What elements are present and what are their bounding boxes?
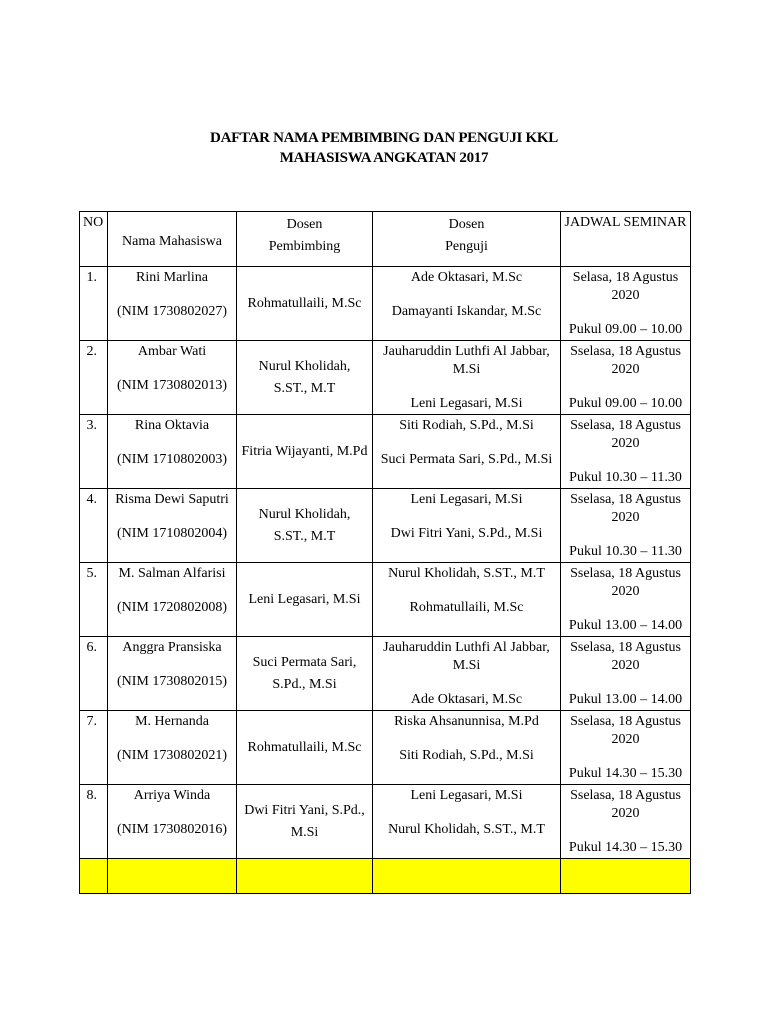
highlighted-empty-cell: [373, 859, 561, 894]
examiner-2: Nurul Kholidah, S.ST., M.T: [388, 822, 545, 837]
header-dosen-pembimbing: [237, 212, 373, 267]
examiner-1: Leni Legasari, M.Si: [410, 788, 523, 803]
schedule-cell: [561, 563, 691, 637]
schedule-time: Pukul 10.30 – 11.30: [569, 544, 682, 559]
student-name: M. Hernanda: [135, 714, 209, 729]
schedule-day: Sselasa, 18 Agustus 2020: [570, 492, 681, 525]
highlighted-empty-row: [80, 859, 691, 894]
row-number: 3.: [80, 415, 108, 489]
student-cell: [108, 563, 237, 637]
student-name: Risma Dewi Saputri: [115, 492, 229, 507]
document-subtitle: MAHASISWA ANGKATAN 2017: [279, 150, 489, 166]
table-row: [80, 563, 691, 637]
schedule-cell: [561, 489, 691, 563]
student-cell: [108, 711, 237, 785]
examiner-2: Rohmatullaili, M.Sc: [409, 600, 524, 615]
table-row: [80, 341, 691, 415]
supervisor-name: Leni Legasari, M.Si: [237, 563, 373, 637]
student-nim: (NIM 1720802008): [116, 600, 228, 615]
examiner-cell: [373, 785, 561, 859]
student-cell: [108, 785, 237, 859]
student-nim: (NIM 1730802013): [116, 378, 228, 393]
table-row: [80, 489, 691, 563]
schedule-time: Pukul 10.30 – 11.30: [569, 470, 682, 485]
examiner-1: Nurul Kholidah, S.ST., M.T: [388, 566, 545, 581]
student-name: Ambar Wati: [137, 344, 207, 359]
row-number: 4.: [80, 489, 108, 563]
student-cell: [108, 415, 237, 489]
supervisor-name: Suci Permata Sari, S.Pd., M.Si: [237, 637, 373, 711]
schedule-time: Pukul 09.00 – 10.00: [568, 396, 683, 411]
schedule-time: Pukul 14.30 – 15.30: [568, 840, 683, 855]
table-row: [80, 267, 691, 341]
header-penguji-line2: Penguji: [445, 239, 488, 254]
supervisor-name: Nurul Kholidah, S.ST., M.T: [237, 341, 373, 415]
table-body: [80, 267, 691, 894]
supervisor-name: Rohmatullaili, M.Sc: [237, 711, 373, 785]
header-pembimbing-line2: Pembimbing: [268, 239, 341, 254]
schedule-cell: [561, 415, 691, 489]
document-title: DAFTAR NAMA PEMBIMBING DAN PENGUJI KKL: [210, 130, 558, 146]
examiner-1: Jauharuddin Luthfi Al Jabbar, M.Si: [383, 344, 550, 377]
table-header-row: [80, 212, 691, 267]
header-dosen-penguji: [373, 212, 561, 267]
table-row: [80, 637, 691, 711]
table-row: [80, 711, 691, 785]
examiner-2: Siti Rodiah, S.Pd., M.Si: [399, 748, 534, 763]
schedule-day: Sselasa, 18 Agustus 2020: [570, 788, 681, 821]
student-nim: (NIM 1710802004): [116, 526, 228, 541]
supervisor-name: Fitria Wijayanti, M.Pd: [237, 415, 373, 489]
supervisor-name: Rohmatullaili, M.Sc: [237, 267, 373, 341]
header-pembimbing-line1: Dosen: [286, 217, 323, 232]
row-number: 6.: [80, 637, 108, 711]
highlighted-empty-cell: [561, 859, 691, 894]
examiner-cell: [373, 415, 561, 489]
student-cell: [108, 637, 237, 711]
examiner-2: Ade Oktasari, M.Sc: [410, 692, 523, 707]
student-name: Rini Marlina: [136, 270, 208, 285]
schedule-day: Sselasa, 18 Agustus 2020: [570, 344, 681, 377]
student-nim: (NIM 1730802016): [116, 822, 228, 837]
schedule-time: Pukul 13.00 – 14.00: [568, 618, 683, 633]
examiner-2: Dwi Fitri Yani, S.Pd., M.Si: [390, 526, 543, 541]
schedule-cell: [561, 267, 691, 341]
header-penguji-line1: Dosen: [448, 217, 485, 232]
table-row: [80, 785, 691, 859]
schedule-time: Pukul 09.00 – 10.00: [568, 322, 683, 337]
examiner-cell: [373, 489, 561, 563]
supervisor-name: Nurul Kholidah, S.ST., M.T: [237, 489, 373, 563]
row-number: 1.: [80, 267, 108, 341]
schedule-time: Pukul 13.00 – 14.00: [568, 692, 683, 707]
examiner-1: Siti Rodiah, S.Pd., M.Si: [399, 418, 534, 433]
schedule-cell: [561, 637, 691, 711]
schedule-day: Selasa, 18 Agustus 2020: [572, 270, 679, 303]
student-name: Rina Oktavia: [134, 418, 210, 433]
examiner-1: Leni Legasari, M.Si: [410, 492, 523, 507]
student-name: Anggra Pransiska: [122, 640, 222, 655]
examiner-cell: [373, 711, 561, 785]
highlighted-empty-cell: [237, 859, 373, 894]
examiner-cell: [373, 563, 561, 637]
schedule-table: [79, 211, 691, 894]
examiner-2: Damayanti Iskandar, M.Sc: [391, 304, 542, 319]
examiner-2: Suci Permata Sari, S.Pd., M.Si: [380, 452, 553, 467]
student-cell: [108, 267, 237, 341]
table-row: [80, 415, 691, 489]
student-nim: (NIM 1710802003): [116, 452, 228, 467]
highlighted-empty-cell: [108, 859, 237, 894]
schedule-day: Sselasa, 18 Agustus 2020: [570, 714, 681, 747]
header-no: NO: [80, 212, 108, 267]
student-name: Arriya Winda: [133, 788, 211, 803]
student-name: M. Salman Alfarisi: [118, 566, 226, 581]
examiner-cell: [373, 341, 561, 415]
examiner-cell: [373, 637, 561, 711]
student-nim: (NIM 1730802027): [116, 304, 228, 319]
examiner-2: Leni Legasari, M.Si: [410, 396, 523, 411]
row-number: 5.: [80, 563, 108, 637]
student-nim: (NIM 1730802021): [116, 748, 228, 763]
header-jadwal-seminar: JADWAL SEMINAR: [561, 212, 691, 267]
examiner-cell: [373, 267, 561, 341]
examiner-1: Ade Oktasari, M.Sc: [410, 270, 523, 285]
student-cell: [108, 489, 237, 563]
schedule-day: Sselasa, 18 Agustus 2020: [570, 418, 681, 451]
schedule-day: Sselasa, 18 Agustus 2020: [570, 566, 681, 599]
student-nim: (NIM 1730802015): [116, 674, 228, 689]
schedule-day: Sselasa, 18 Agustus 2020: [570, 640, 681, 673]
highlighted-empty-cell: [80, 859, 108, 894]
schedule-cell: [561, 341, 691, 415]
schedule-cell: [561, 711, 691, 785]
supervisor-name: Dwi Fitri Yani, S.Pd., M.Si: [237, 785, 373, 859]
row-number: 8.: [80, 785, 108, 859]
schedule-time: Pukul 14.30 – 15.30: [568, 766, 683, 781]
row-number: 2.: [80, 341, 108, 415]
row-number: 7.: [80, 711, 108, 785]
examiner-1: Riska Ahsanunnisa, M.Pd: [394, 714, 539, 729]
student-cell: [108, 341, 237, 415]
header-nama-mahasiswa: Nama Mahasiswa: [108, 212, 237, 267]
examiner-1: Jauharuddin Luthfi Al Jabbar, M.Si: [383, 640, 550, 673]
schedule-cell: [561, 785, 691, 859]
